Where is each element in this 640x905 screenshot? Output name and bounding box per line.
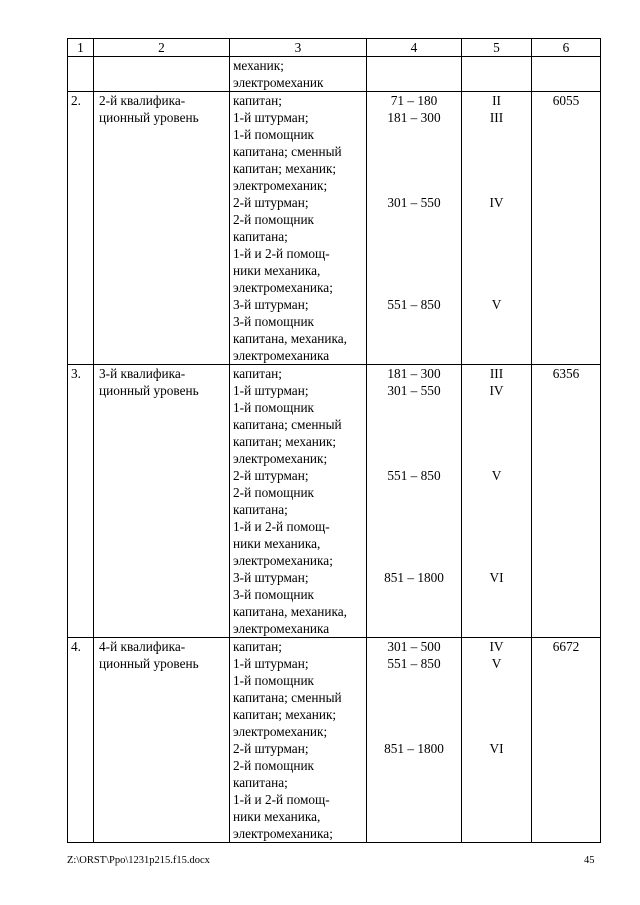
cell-line: IV — [489, 639, 504, 654]
tonnage-cell — [367, 638, 462, 843]
cell-line: 1-й помощник — [233, 127, 315, 142]
cell-line — [371, 501, 457, 518]
cell-line — [371, 706, 457, 723]
cell-line — [371, 143, 457, 160]
cell-line: 1-й и 2-й помощ- — [233, 792, 330, 807]
cell-line — [466, 262, 527, 279]
cell-line: 6055 — [552, 93, 580, 108]
cell-line: 3. — [71, 366, 81, 381]
cell-line: капитана; — [233, 229, 288, 244]
cell-line: ники механика, — [233, 263, 321, 278]
cell-line: 301 – 550 — [387, 383, 441, 398]
cell-line — [371, 177, 457, 194]
cell-line: электромеханика; — [233, 553, 333, 568]
cell-line: 3-й помощник — [233, 587, 315, 602]
row-number-cell — [68, 365, 94, 638]
row-number-cell — [68, 57, 94, 92]
cell-line: 1-й штурман; — [233, 110, 309, 125]
cell-line: VI — [489, 741, 504, 756]
cell-line: VI — [489, 570, 504, 585]
cell-line — [466, 706, 527, 723]
cell-line: IV — [489, 195, 504, 210]
header-cell: 3 — [230, 39, 367, 57]
cell-line: электромеханик — [233, 75, 324, 90]
cell-line: III — [489, 110, 504, 125]
table-header-row — [68, 39, 601, 57]
row-number-cell — [68, 92, 94, 365]
positions-cell — [230, 57, 367, 92]
cell-line: 3-й помощник — [233, 314, 315, 329]
table-row — [68, 638, 601, 843]
cell-line — [466, 518, 527, 535]
cell-line — [371, 416, 457, 433]
cell-line: ники механика, — [233, 536, 321, 551]
cell-line: 2-й квалифика- — [99, 93, 186, 108]
cell-line: капитан; — [233, 93, 282, 108]
cell-line: капитан; механик; — [233, 161, 337, 176]
footer-file-path: Z:\ORST\Ppo\1231p215.f15.docx — [67, 855, 210, 866]
cell-line: капитан; механик; — [233, 434, 337, 449]
cell-line — [466, 143, 527, 160]
salary-table — [67, 38, 601, 843]
cell-line: V — [491, 297, 502, 312]
cell-line: капитана, механика, — [233, 331, 347, 346]
cell-line — [466, 552, 527, 569]
group-cell — [462, 638, 532, 843]
cell-line — [371, 245, 457, 262]
table-row — [68, 365, 601, 638]
cell-line: 1-й помощник — [233, 400, 315, 415]
cell-line — [466, 279, 527, 296]
header-cell: 5 — [462, 39, 532, 57]
cell-line — [466, 399, 527, 416]
group-cell — [462, 365, 532, 638]
cell-line — [371, 126, 457, 143]
cell-line — [466, 245, 527, 262]
tonnage-cell — [367, 365, 462, 638]
cell-line: 3-й штурман; — [233, 297, 309, 312]
cell-line: 551 – 850 — [387, 656, 441, 671]
cell-line: ционный уровень — [99, 110, 199, 125]
table-row — [68, 92, 601, 365]
cell-line: капитана; — [233, 775, 288, 790]
cell-line: электромеханика; — [233, 280, 333, 295]
cell-line: 2-й штурман; — [233, 741, 309, 756]
salary-cell — [532, 92, 601, 365]
qualification-level-cell — [94, 365, 230, 638]
cell-line: 1-й штурман; — [233, 383, 309, 398]
cell-line — [466, 450, 527, 467]
cell-line: ционный уровень — [99, 383, 199, 398]
cell-line — [371, 450, 457, 467]
cell-line — [466, 211, 527, 228]
cell-line — [371, 689, 457, 706]
cell-line — [466, 723, 527, 740]
cell-line — [371, 228, 457, 245]
cell-line: V — [491, 656, 502, 671]
header-cell: 4 — [367, 39, 462, 57]
cell-line: 2. — [71, 93, 81, 108]
cell-line — [466, 689, 527, 706]
cell-line — [466, 484, 527, 501]
cell-line: 1-й штурман; — [233, 656, 309, 671]
cell-line: 181 – 300 — [387, 110, 441, 125]
cell-line: электромеханик; — [233, 724, 328, 739]
cell-line: IV — [489, 383, 504, 398]
cell-line: электромеханик; — [233, 178, 328, 193]
qualification-level-cell — [94, 92, 230, 365]
cell-line: 4. — [71, 639, 81, 654]
cell-line: 551 – 850 — [387, 468, 441, 483]
table-row — [68, 57, 601, 92]
header-cell: 6 — [532, 39, 601, 57]
cell-line — [466, 126, 527, 143]
header-cell: 2 — [94, 39, 230, 57]
cell-line — [371, 279, 457, 296]
cell-line: капитана; — [233, 502, 288, 517]
cell-line: 851 – 1800 — [384, 741, 444, 756]
salary-cell — [532, 638, 601, 843]
cell-line: капитан; механик; — [233, 707, 337, 722]
cell-line — [371, 160, 457, 177]
qualification-level-cell — [94, 57, 230, 92]
cell-line — [371, 723, 457, 740]
cell-line: 1-й и 2-й помощ- — [233, 519, 330, 534]
cell-line: капитан; — [233, 366, 282, 381]
group-cell — [462, 92, 532, 365]
cell-line — [466, 672, 527, 689]
cell-line: 4-й квалифика- — [99, 639, 186, 654]
cell-line — [371, 484, 457, 501]
cell-line: электромеханика; — [233, 826, 333, 841]
salary-cell — [532, 365, 601, 638]
cell-line: капитана; сменный — [233, 690, 342, 705]
cell-line: капитана, механика, — [233, 604, 347, 619]
cell-line: электромеханик; — [233, 451, 328, 466]
cell-line — [466, 501, 527, 518]
cell-line: 2-й помощник — [233, 485, 315, 500]
cell-line — [466, 228, 527, 245]
cell-line — [466, 433, 527, 450]
cell-line: 301 – 550 — [387, 195, 441, 210]
cell-line: 6356 — [552, 366, 580, 381]
cell-line: 71 – 180 — [390, 93, 438, 108]
cell-line: 551 – 850 — [387, 297, 441, 312]
cell-line: 851 – 1800 — [384, 570, 444, 585]
cell-line: 2-й штурман; — [233, 195, 309, 210]
cell-line: капитан; — [233, 639, 282, 654]
cell-line: III — [489, 366, 504, 381]
cell-line — [466, 160, 527, 177]
cell-line — [371, 433, 457, 450]
cell-line: 181 – 300 — [387, 366, 441, 381]
cell-line — [371, 552, 457, 569]
cell-line — [371, 399, 457, 416]
cell-line — [371, 672, 457, 689]
cell-line: 2-й помощник — [233, 212, 315, 227]
positions-cell — [230, 92, 367, 365]
cell-line: электромеханика — [233, 621, 330, 636]
header-cell: 1 — [68, 39, 94, 57]
cell-line: электромеханика — [233, 348, 330, 363]
cell-line: II — [492, 93, 501, 108]
cell-line: V — [491, 468, 502, 483]
row-number-cell — [68, 638, 94, 843]
cell-line — [466, 535, 527, 552]
tonnage-cell — [367, 92, 462, 365]
salary-cell — [532, 57, 601, 92]
cell-line: 3-й квалифика- — [99, 366, 186, 381]
cell-line — [371, 262, 457, 279]
cell-line: механик; — [233, 58, 284, 73]
tonnage-cell — [367, 57, 462, 92]
cell-line — [371, 211, 457, 228]
cell-line: 3-й штурман; — [233, 570, 309, 585]
cell-line — [371, 535, 457, 552]
positions-cell — [230, 638, 367, 843]
cell-line: 6672 — [552, 639, 580, 654]
positions-cell — [230, 365, 367, 638]
cell-line: 301 – 500 — [387, 639, 441, 654]
group-cell — [462, 57, 532, 92]
cell-line: 2-й помощник — [233, 758, 315, 773]
qualification-level-cell — [94, 638, 230, 843]
cell-line: ционный уровень — [99, 656, 199, 671]
footer-page-number: 45 — [584, 855, 595, 866]
cell-line — [466, 416, 527, 433]
cell-line: ники механика, — [233, 809, 321, 824]
cell-line: капитана; сменный — [233, 144, 342, 159]
cell-line: 1-й помощник — [233, 673, 315, 688]
cell-line: 2-й штурман; — [233, 468, 309, 483]
cell-line — [466, 177, 527, 194]
cell-line — [371, 518, 457, 535]
cell-line: 1-й и 2-й помощ- — [233, 246, 330, 261]
cell-line: капитана; сменный — [233, 417, 342, 432]
